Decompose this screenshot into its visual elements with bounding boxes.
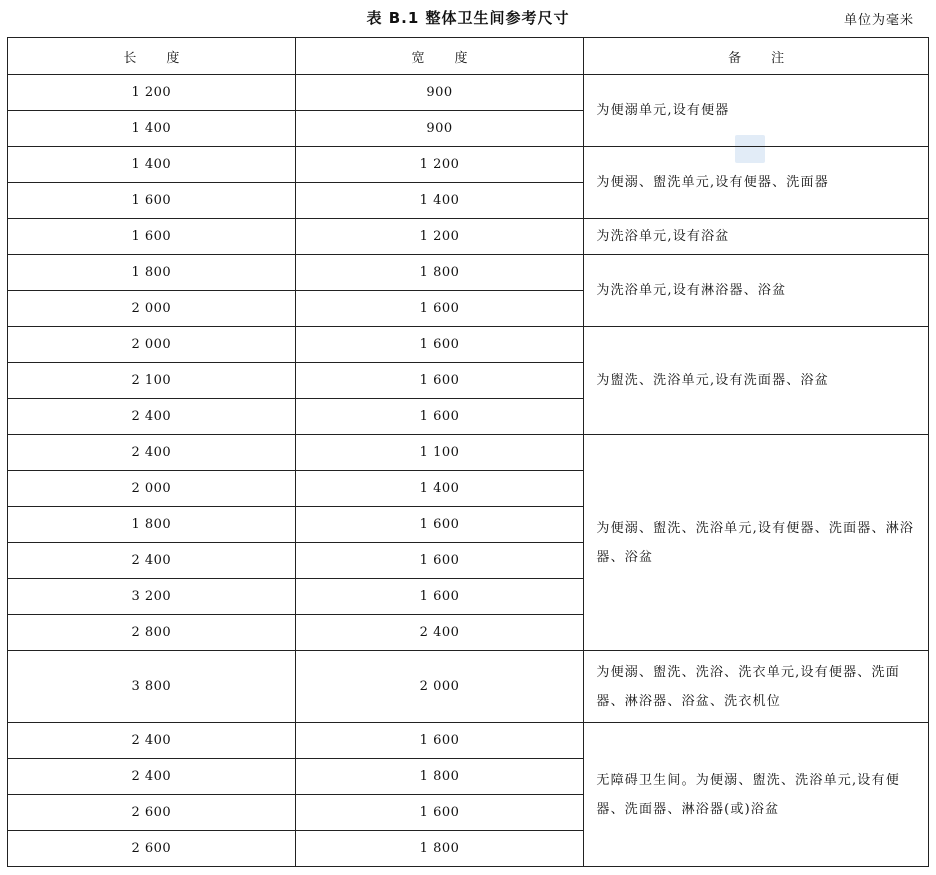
note-cell: 为便溺、盥洗、洗浴单元,设有便器、洗面器、淋浴器、浴盆	[584, 435, 929, 651]
dimensions-table	[7, 37, 929, 867]
width-cell: 1 200	[295, 147, 584, 183]
table-row	[8, 651, 929, 723]
width-cell: 1 600	[295, 327, 584, 363]
length-cell: 2 100	[8, 363, 296, 399]
width-cell: 1 600	[295, 579, 584, 615]
length-cell: 2 400	[8, 759, 296, 795]
width-cell: 2 400	[295, 615, 584, 651]
length-cell: 1 800	[8, 507, 296, 543]
width-cell: 1 200	[295, 219, 584, 255]
length-cell: 1 600	[8, 183, 296, 219]
width-cell: 1 600	[295, 795, 584, 831]
length-cell: 1 200	[8, 75, 296, 111]
width-cell: 900	[295, 75, 584, 111]
length-cell: 3 200	[8, 579, 296, 615]
width-cell: 1 600	[295, 507, 584, 543]
width-cell: 1 600	[295, 399, 584, 435]
note-cell: 无障碍卫生间。为便溺、盥洗、洗浴单元,设有便器、洗面器、淋浴器(或)浴盆	[584, 723, 929, 867]
width-cell: 1 600	[295, 363, 584, 399]
width-cell: 1 800	[295, 759, 584, 795]
length-cell: 3 800	[8, 651, 296, 723]
width-cell: 1 600	[295, 723, 584, 759]
unit-label: 单位为毫米	[843, 13, 914, 28]
width-cell: 1 100	[295, 435, 584, 471]
length-cell: 2 000	[8, 471, 296, 507]
table-row	[8, 75, 929, 111]
length-cell: 2 800	[8, 615, 296, 651]
table-row	[8, 255, 929, 291]
header-length: 长度	[8, 38, 296, 75]
length-cell: 1 400	[8, 111, 296, 147]
length-cell: 2 000	[8, 291, 296, 327]
table-row	[8, 435, 929, 471]
width-cell: 1 800	[295, 255, 584, 291]
table-row	[8, 327, 929, 363]
length-cell: 1 400	[8, 147, 296, 183]
note-cell: 为盥洗、洗浴单元,设有洗面器、浴盆	[584, 327, 929, 435]
length-cell: 2 000	[8, 327, 296, 363]
length-cell: 2 400	[8, 543, 296, 579]
length-cell: 1 600	[8, 219, 296, 255]
width-cell: 900	[295, 111, 584, 147]
width-cell: 2 000	[295, 651, 584, 723]
header-width: 宽度	[295, 38, 584, 75]
length-cell: 1 800	[8, 255, 296, 291]
table-row	[8, 219, 929, 255]
length-cell: 2 400	[8, 723, 296, 759]
length-cell: 2 400	[8, 435, 296, 471]
width-cell: 1 400	[295, 183, 584, 219]
table-title: 表 B.1 整体卫生间参考尺寸	[366, 9, 570, 27]
note-cell: 为便溺单元,设有便器	[584, 75, 929, 147]
width-cell: 1 800	[295, 831, 584, 867]
length-cell: 2 600	[8, 795, 296, 831]
header-notes: 备注	[584, 38, 929, 75]
note-cell: 为便溺、盥洗单元,设有便器、洗面器	[584, 147, 929, 219]
length-cell: 2 600	[8, 831, 296, 867]
length-cell: 2 400	[8, 399, 296, 435]
table-row	[8, 723, 929, 759]
width-cell: 1 600	[295, 291, 584, 327]
table-row	[8, 147, 929, 183]
note-cell: 为便溺、盥洗、洗浴、洗衣单元,设有便器、洗面器、淋浴器、浴盆、洗衣机位	[584, 651, 929, 723]
width-cell: 1 600	[295, 543, 584, 579]
note-cell: 为洗浴单元,设有浴盆	[584, 219, 929, 255]
width-cell: 1 400	[295, 471, 584, 507]
note-cell: 为洗浴单元,设有淋浴器、浴盆	[584, 255, 929, 327]
header-row	[8, 38, 929, 75]
